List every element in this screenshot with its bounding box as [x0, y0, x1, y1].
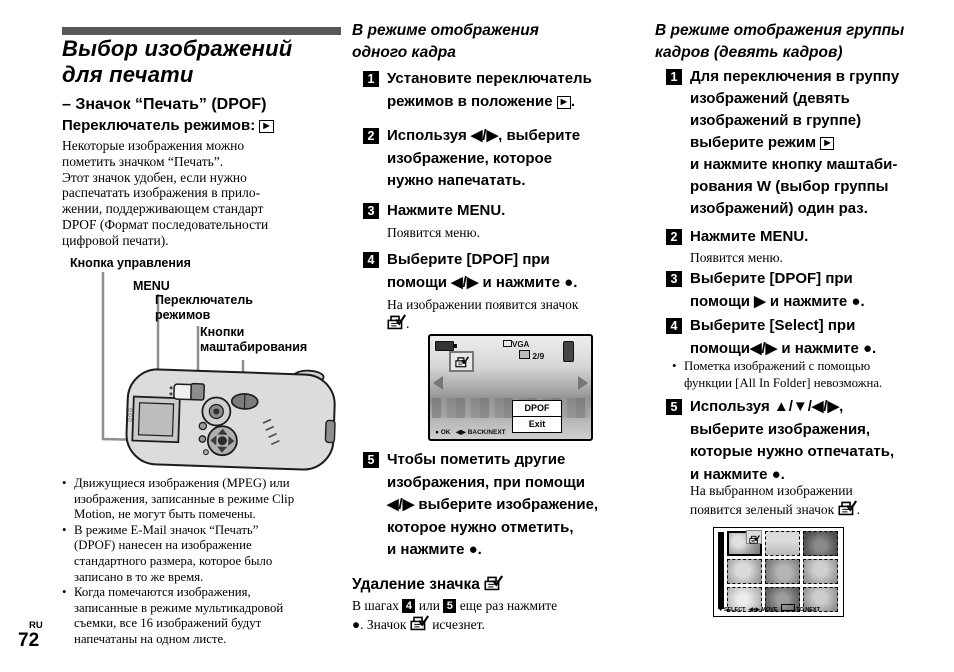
text-line: Выберите [DPOF] при — [690, 270, 853, 287]
text-line: Выберите [Select] при — [690, 317, 856, 334]
text-line: На изображении появится значок — [387, 297, 579, 312]
camera-illustration — [55, 252, 340, 477]
delete-mark-paragraph — [352, 597, 557, 634]
text-line: напечатаны на одном листе. — [74, 631, 227, 646]
thumbnail — [803, 559, 838, 584]
text-line: изображений) один раз. — [690, 200, 868, 217]
text-line: . — [387, 314, 578, 333]
step-number: 2 — [363, 128, 379, 144]
label-control-button: Кнопка управления — [70, 256, 191, 270]
scroll-bar — [718, 532, 724, 609]
step-3-group — [666, 268, 865, 313]
step-3-note: Появится меню. — [387, 225, 480, 240]
step-3-single: 3 Нажмите MENU. — [363, 200, 505, 223]
image-size-indicator: VGA — [503, 340, 529, 349]
print-mark-icon — [410, 615, 429, 631]
page-number: 72 — [18, 630, 40, 651]
print-mark-icon — [455, 356, 469, 368]
next-arrow-icon — [578, 376, 588, 390]
playback-mode-icon: ▶ — [259, 120, 273, 133]
text-line: Используя ▲/▼/◀/▶, — [690, 398, 844, 415]
bullet: • — [62, 585, 67, 600]
text-line: которые нужно отпечатать, — [690, 443, 895, 460]
step-5-group — [666, 396, 894, 486]
step-2-group: 2 Нажмите MENU. — [666, 226, 808, 249]
step-1-group — [666, 66, 899, 220]
print-mark-icon — [484, 575, 503, 591]
playback-mode-icon: ▶ — [820, 137, 834, 150]
lcd-menu-item-dpof: DPOF — [513, 401, 561, 417]
text-line: которое нужно отметить, — [387, 518, 574, 536]
frame-counter: 2/9 — [519, 350, 544, 361]
text-line: выберите изображения, — [690, 420, 871, 438]
text-line: изображений в группе) — [690, 112, 862, 129]
size-box-icon — [503, 340, 512, 347]
step-number: 4 — [666, 318, 682, 334]
display-button — [199, 436, 206, 443]
text-line: записанные в режиме мультикадровой — [74, 600, 284, 615]
lcd-screenshot — [428, 334, 593, 441]
text-line: изображения, записанные в режиме Clip — [74, 491, 295, 506]
mode-switch — [191, 384, 205, 400]
step-number: 2 — [666, 229, 682, 245]
text-line: Выберите [DPOF] при — [387, 251, 550, 268]
text-line: Используя ◀/▶, выберите — [387, 127, 581, 144]
text-line: функции [All In Folder] невозможна. — [684, 375, 883, 390]
text-line: помощи ◀/▶ и нажмите ●. — [387, 273, 578, 291]
mode-switch-line — [62, 117, 274, 135]
index-bottom-hint: ● SELECT ◀♦▶ MOVE TO NEXT — [719, 604, 820, 614]
text-line: Некоторые изображения можно — [62, 138, 245, 153]
print-mark-icon — [387, 314, 406, 330]
thumbnail — [765, 559, 800, 584]
text-line: В режиме E-Mail значок “Печать” — [74, 522, 259, 537]
step-ref-5: 5 — [443, 599, 456, 613]
playback-mode-icon: ▶ — [557, 96, 571, 109]
lcd-menu — [512, 400, 562, 433]
mode-switch-label: Переключатель режимов: — [62, 117, 256, 134]
intro-paragraph — [62, 138, 268, 249]
label-mode-switch: Переключатель режимов — [155, 293, 253, 322]
step-number: 4 — [363, 252, 379, 268]
step-4-bullet-note — [672, 358, 882, 391]
text-line: и нажмите ●. — [690, 465, 785, 483]
text-line: изображение, которое — [387, 149, 553, 167]
print-mark-box — [449, 351, 474, 372]
text-line: DPOF (Формат последовательности — [62, 216, 269, 232]
step-ref-4: 4 — [402, 599, 415, 613]
lcd-bottom-hint: ● OK ◀▶ BACK/NEXT — [435, 429, 506, 436]
bullet: • — [62, 476, 67, 490]
text-line: На выбранном изображении — [690, 483, 853, 498]
menu-button — [199, 422, 206, 429]
thumbnail-selected — [727, 531, 762, 556]
section-heading-single-frame: В режиме отображения одного кадра — [352, 22, 539, 61]
text-line: съемки, все 16 изображений будут — [74, 616, 262, 631]
step-number: 5 — [363, 452, 379, 468]
step-5-note — [690, 482, 860, 519]
battery-icon — [435, 341, 454, 351]
step-number: 5 — [666, 399, 682, 415]
step-2-single — [363, 125, 580, 193]
text-line: Когда помечаются изображения, — [74, 585, 251, 600]
print-mark-overlay — [746, 530, 762, 544]
photo-town-silhouette — [432, 398, 589, 418]
text-line: цифровой печати). — [62, 232, 169, 248]
note-item — [62, 476, 294, 523]
page-title — [62, 36, 292, 88]
step-4-single — [363, 249, 577, 294]
text-line: распечатать изображения в прило- — [62, 185, 261, 201]
step-number: 1 — [363, 71, 379, 87]
text-line: (DPOF) нанесен на изображение — [74, 538, 252, 553]
print-mark-icon — [838, 500, 857, 516]
body-marking: ⊙⊙⊙ — [127, 407, 135, 423]
text-line: пометить значком “Печать”. — [62, 153, 224, 169]
index-screen-screenshot — [713, 527, 844, 617]
strap-hook — [325, 420, 335, 442]
footer-language: RU — [29, 620, 43, 631]
text-line: режимов в положение ▶ . — [387, 92, 576, 110]
page-title-line: Выбор изображений — [62, 36, 293, 61]
note-item — [62, 523, 294, 585]
thumbnail — [765, 531, 800, 556]
text-line: ◀/▶ выберите изображение, — [387, 496, 599, 513]
bullet: • — [672, 359, 677, 373]
text-line: стандартного размера, которое было — [74, 553, 273, 568]
label-zoom-buttons: Кнопки маштабирования — [200, 325, 308, 354]
step-number: 1 — [666, 69, 682, 85]
lcd-menu-item-exit: Exit — [528, 419, 546, 429]
camera-body — [125, 364, 336, 470]
text-line: В шагах 4 или 5 еще раз нажмите — [352, 598, 558, 613]
memory-stick-icon — [563, 341, 574, 362]
text-line: изображения, при помощи — [387, 473, 585, 491]
folder-icon — [519, 350, 530, 359]
step-number: 3 — [666, 271, 682, 287]
note-item — [62, 585, 294, 647]
text-line: записано в то же время. — [74, 569, 204, 584]
page-subtitle: – Значок “Печать” (DPOF) — [62, 96, 267, 113]
text-line: Движущиеся изображения (MPEG) или — [74, 476, 290, 490]
step-number: 3 — [363, 203, 379, 219]
print-mark-icon — [749, 535, 760, 544]
text-line: рования W (выбор группы — [690, 178, 889, 195]
text-line: выберите режим ▶ — [690, 132, 899, 154]
text-line: жении, поддерживающем стандарт — [62, 201, 264, 217]
text-line: Для переключения в группу — [690, 68, 900, 85]
text-line: ●. Значок исчезнет. — [352, 617, 485, 632]
camera-diagram — [55, 252, 340, 477]
text-line: Motion, не могут быть помечены. — [74, 507, 256, 522]
step-4-group — [666, 315, 876, 360]
section-divider-bar — [62, 27, 341, 35]
prev-arrow-icon — [433, 376, 443, 390]
section-heading-nine-frames: В режиме отображения группы кадров (девять кадров) — [655, 22, 905, 61]
step-2-note: Появится меню. — [690, 250, 783, 265]
notes-list — [62, 476, 294, 648]
page-title-line: для печати — [62, 62, 194, 87]
bullet: • — [62, 522, 67, 537]
step-5-single — [363, 449, 598, 562]
text-line: помощи◀/▶ и нажмите ●. — [690, 339, 877, 357]
label-menu-button: MENU — [133, 279, 170, 293]
text-line: Этот значок удобен, если нужно — [62, 169, 247, 185]
text-line: Пометка изображений с помощью — [684, 359, 871, 373]
menu-key-icon — [781, 604, 795, 611]
text-line: Чтобы пометить другие — [387, 451, 566, 468]
text-line: нужно напечатать. — [387, 172, 526, 189]
thumbnail — [727, 559, 762, 584]
thumbnail — [803, 531, 838, 556]
text-line: появится зеленый значок . — [690, 502, 860, 517]
text-line: Установите переключатель — [387, 70, 592, 87]
step-4-note — [387, 296, 578, 333]
step-1-single — [363, 68, 592, 113]
text-line: помощи ▶ и нажмите ●. — [690, 292, 865, 310]
text-line: и нажмите кнопку маштаби- — [690, 156, 898, 173]
text-line: изображений (девять — [690, 90, 850, 107]
delete-mark-heading: Удаление значка — [352, 575, 503, 594]
text-line: и нажмите ●. — [387, 541, 482, 558]
